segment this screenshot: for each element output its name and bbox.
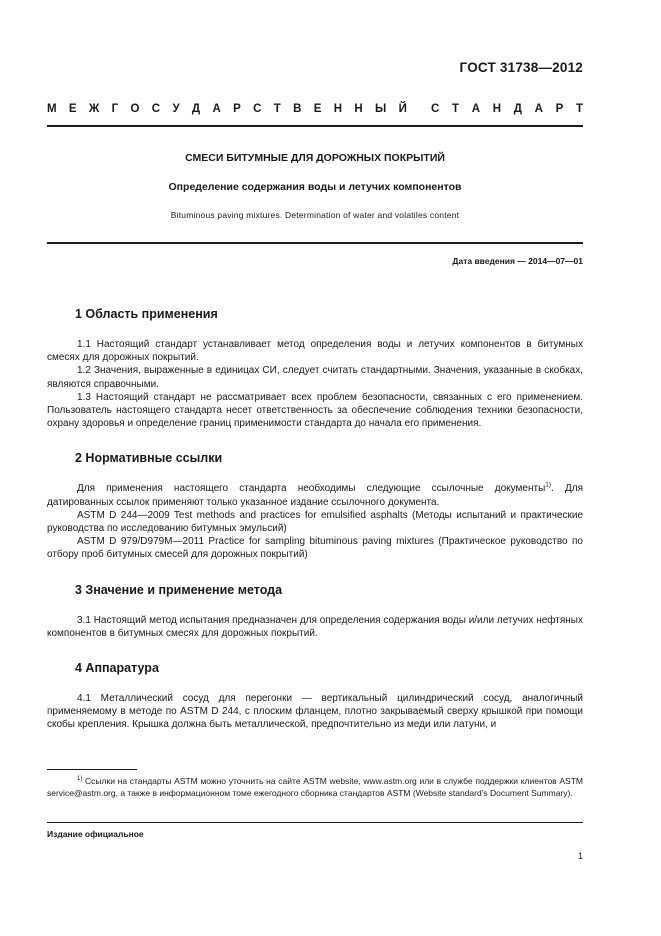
interstate-letter: Е [68, 103, 77, 115]
interstate-letter: Е [313, 103, 322, 115]
footnote [47, 775, 583, 799]
interstate-letter: М [47, 103, 57, 115]
interstate-letter: О [130, 103, 140, 115]
interstate-letter: Р [233, 103, 241, 115]
page-number: 1 [577, 851, 583, 861]
introduction-date: Дата введения — 2014—07—01 [452, 256, 583, 266]
interstate-letter: У [172, 103, 180, 115]
paragraph-2-intro-b: . Для датированных ссылок применяют только указанное издание ссылочного документа. [47, 483, 583, 508]
reference-astm-d979: ASTM D 979/D979M—2011 Practice for sampling bituminous paving mixtures (Практическое руководство по отбору проб битумных смесей для дорожных покрытий) [47, 536, 583, 561]
interstate-letter: С [151, 103, 161, 115]
standard-letter: А [534, 103, 543, 115]
interstate-word [47, 103, 407, 115]
interstate-letter: Т [273, 103, 281, 115]
title-rule [47, 242, 583, 244]
official-edition-label: Издание официальное [47, 829, 144, 839]
english-title: Bituminous paving mixtures. Determination of water and volatiles content [170, 210, 460, 220]
standard-letter: Т [575, 103, 583, 115]
standard-letter: Р [555, 103, 564, 115]
interstate-letter: С [253, 103, 262, 115]
document-number: ГОСТ 31738—2012 [459, 60, 583, 75]
edition-rule [47, 822, 583, 823]
interstate-letter: Н [354, 103, 363, 115]
section-heading-significance: 3 Значение и применение метода [75, 582, 283, 597]
reference-astm-d244: ASTM D 244—2009 Test methods and practices for emulsified asphalts (Методы испытаний и практические руководства по исследованию битумных эмульсий) [47, 509, 583, 535]
footnote-rule [47, 769, 137, 770]
paragraph-1-2: 1.2 Значения, выраженные в единицах СИ, следует считать стандартными. Значения, указанные в скобках, являются справочными. [47, 365, 583, 390]
standard-word [431, 103, 583, 115]
section-heading-apparatus: 4 Аппаратура [75, 661, 159, 676]
standard-letter: С [431, 103, 440, 115]
standard-letter: Н [492, 103, 502, 115]
footnote-text: Ссылки на стандарты ASTM можно уточнить на сайте ASTM website, www.astm.org или в службе поддержки клиентов ASTM service@astm.org, а также в информационном томе ежегодного сборника стандартов ASTM (Website standard’s Document Summary). [47, 776, 583, 798]
interstate-letter: Д [191, 103, 201, 115]
paragraph-3-1: 3.1 Настоящий метод испытания предназначен для определения содержания воды и/или летучих нефтяных компонентов в битумных смесях для дорожных покрытий. [47, 614, 583, 639]
standard-letter: А [471, 103, 481, 115]
paragraph-4-1: 4.1 Металлический сосуд для перегонки — вертикальный цилиндрический сосуд, аналогичный применяемому в методе по ASTM D 244, с плоским фланцем, плотно закрываемый сверху крышкой при помощи скобы крепления. Крышка должна быть металлической, предпочтительно из меди или латуни, и [47, 693, 583, 731]
top-rule [47, 125, 583, 127]
section-heading-scope: 1 Область применения [75, 307, 218, 321]
document-subtitle: Определение содержания воды и летучих компонентов [168, 181, 462, 193]
interstate-letter: Ы [375, 103, 387, 115]
interstate-letter: Й [398, 103, 407, 115]
interstate-letter: В [293, 103, 302, 115]
paragraph-1-3: 1.3 Настоящий стандарт не рассматривает всех проблем безопасности, связанных с его применением. Пользователь настоящего стандарта несет ответственность за обеспечение соблюдения техники безопасности, охрану здоровья и определение границ применимости стандарта до начала его применения. [47, 391, 583, 430]
interstate-letter: Г [111, 103, 119, 115]
paragraph-2-intro [47, 482, 583, 508]
interstate-letter: А [212, 103, 221, 115]
document-title: СМЕСИ БИТУМНЫЕ ДЛЯ ДОРОЖНЫХ ПОКРЫТИЙ [185, 152, 445, 164]
standard-letter: Т [452, 103, 460, 115]
interstate-letter: Н [333, 103, 343, 115]
paragraph-1-1: 1.1 Настоящий стандарт устанавливает метод определения воды и летучих компонентов в битумных смесях для дорожных покрытий. [47, 339, 583, 364]
footnote-reference: 1) [545, 482, 552, 490]
document-body [47, 306, 583, 732]
footnote-mark: 1) [77, 776, 83, 783]
section-heading-normative-references: 2 Нормативные ссылки [75, 451, 223, 466]
paragraph-2-intro-a: Для применения настоящего стандарта необходимы следующие ссылочные документы [77, 483, 546, 495]
standard-letter: Д [513, 103, 522, 115]
interstate-letter: Ж [88, 103, 100, 115]
interstate-standard-banner [47, 103, 583, 115]
